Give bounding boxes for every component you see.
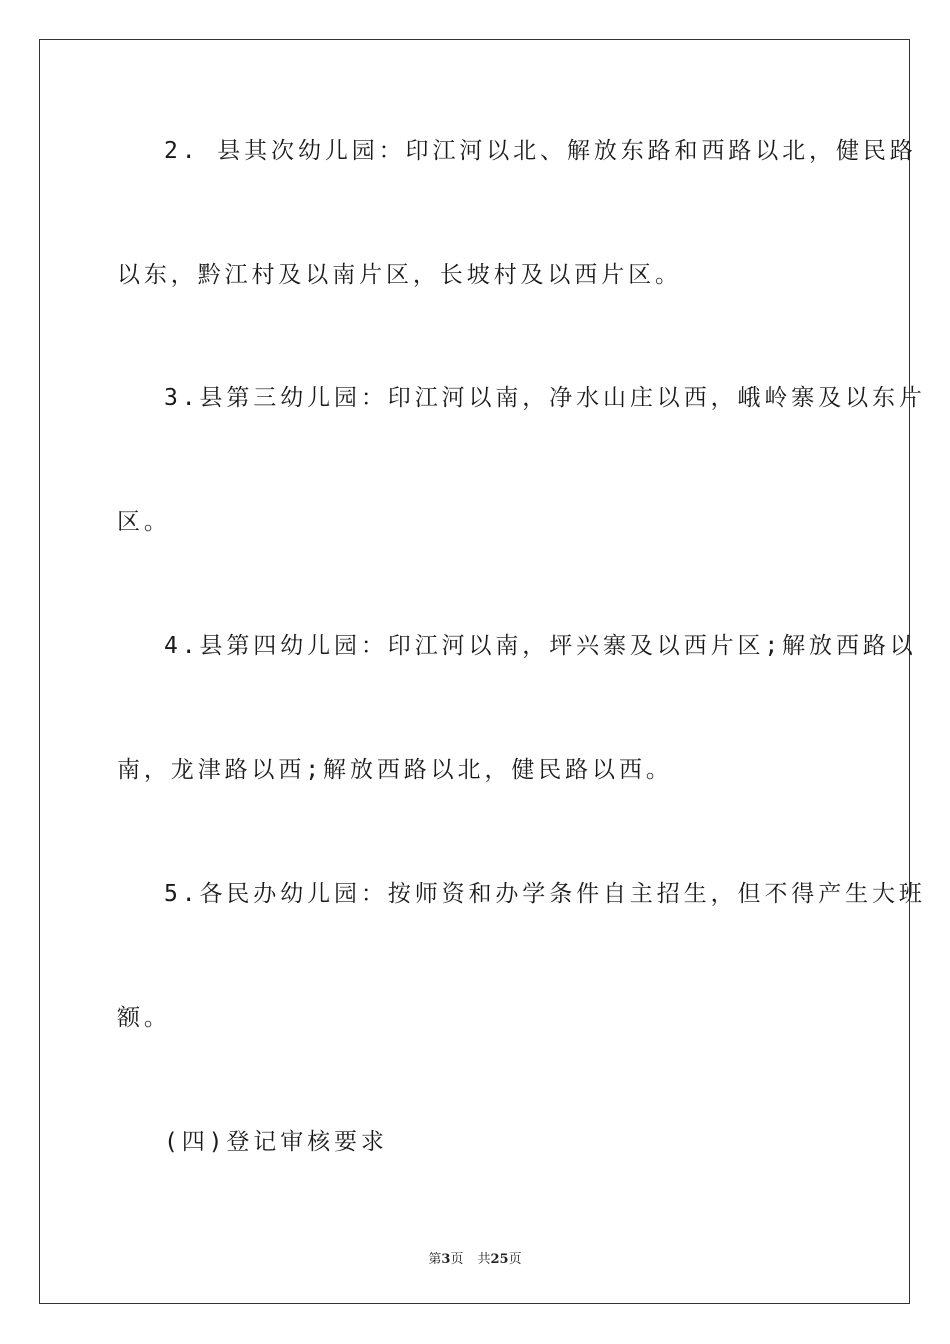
paragraph-item-2-line-1: 2. 县其次幼儿园：印江河以北、解放东路和西路以北，健民路 xyxy=(164,138,917,164)
page-number-suffix: 页 xyxy=(450,1252,464,1267)
page-number-current: 3 xyxy=(441,1252,451,1267)
section-heading: (四)登记审核要求 xyxy=(164,1129,388,1155)
paragraph-item-4-line-2: 南，龙津路以西;解放西路以北，健民路以西。 xyxy=(117,757,673,783)
paragraph-item-5-line-2: 额。 xyxy=(117,1005,171,1031)
page-total-prefix: 共 xyxy=(477,1252,491,1267)
paragraph-item-3-line-2: 区。 xyxy=(117,509,171,535)
page-total-suffix: 页 xyxy=(508,1252,522,1267)
page-footer xyxy=(0,1248,950,1267)
paragraph-item-5-line-1: 5.各民办幼儿园：按师资和办学条件自主招生，但不得产生大班 xyxy=(164,881,926,907)
page-number-prefix: 第 xyxy=(428,1252,442,1267)
paragraph-item-4-line-1: 4.县第四幼儿园：印江河以南，坪兴寨及以西片区;解放西路以 xyxy=(164,633,917,659)
page-border xyxy=(39,39,910,1304)
page-number-total: 25 xyxy=(490,1252,509,1267)
paragraph-item-3-line-1: 3.县第三幼儿园：印江河以南，净水山庄以西，峨岭寨及以东片 xyxy=(164,385,926,411)
paragraph-item-2-line-2: 以东，黔江村及以南片区，长坡村及以西片区。 xyxy=(117,262,682,288)
